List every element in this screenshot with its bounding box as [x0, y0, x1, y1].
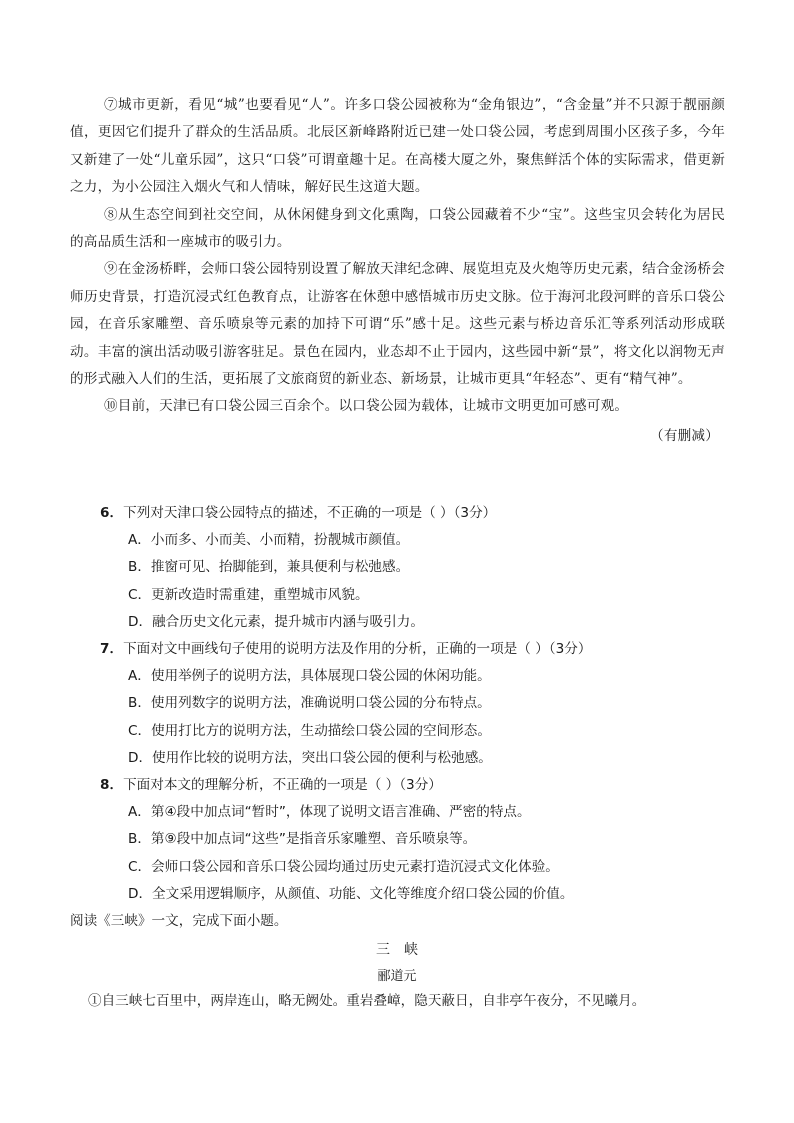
- question-7: [70, 636, 730, 772]
- classical-text: [88, 988, 728, 1015]
- question-number: 8．: [100, 777, 124, 794]
- question-number: 7．: [100, 641, 124, 658]
- option-b[interactable]: B．第⑨段中加点词“这些”是指音乐家雕塑、音乐喷泉等。: [128, 831, 477, 848]
- option-b[interactable]: B．推窗可见、抬脚能到，兼具便利与松弛感。: [128, 559, 410, 576]
- option-d[interactable]: D．使用作比较的说明方法，突出口袋公园的便利与松弛感。: [128, 749, 492, 766]
- classical-paragraph-1: ①自三峡七百里中，两岸连山，略无阙处。重岩叠嶂，隐天蔽日，自非亭午夜分，不见曦月。: [88, 993, 646, 1009]
- option-c[interactable]: C．更新改造时需重建，重塑城市风貌。: [128, 586, 369, 603]
- question-stem: 下面对本文的理解分析，不正确的一项是（ ）（3分）: [123, 777, 442, 794]
- option-b[interactable]: B．使用列数字的说明方法，准确说明口袋公园的分布特点。: [128, 695, 491, 712]
- classical-heading: [0, 936, 794, 990]
- option-a[interactable]: A．小而多、小而美、小而精，扮靓城市颜值。: [128, 532, 410, 549]
- reading-instruction: 阅读《三峡》一文，完成下面小题。: [70, 913, 288, 930]
- source-note: （有删减）: [650, 427, 719, 444]
- question-list: [70, 500, 730, 935]
- paragraph-7: ⑦城市更新，看见“城”也要看见“人”。许多口袋公园被称为“金角银边”，“含金量”并不只源于靓丽颜值，更因它们提升了群众的生活品质。北辰区新峰路附近已建一处口袋公园，考虑到周围小区孩子多，今年又新建了一处“儿童乐园”，这只“口袋”可谓童趣十足。在高楼大厦之外，聚焦鲜活个体的实际需求，借更新之力，为小公园注入烟火气和人情味，解好民生这道大题。: [70, 97, 725, 196]
- option-d[interactable]: D．全文采用逻辑顺序，从颜值、功能、文化等维度介绍口袋公园的价值。: [128, 885, 574, 902]
- passage-text: [70, 92, 725, 450]
- option-a[interactable]: A．第④段中加点词“暂时”，体现了说明文语言准确、严密的特点。: [128, 804, 531, 821]
- paragraph-10: ⑩目前，天津已有口袋公园三百余个。以口袋公园为载体，让城市文明更加可感可观。: [104, 398, 629, 415]
- option-c[interactable]: C．使用打比方的说明方法，生动描绘口袋公园的空间形态。: [128, 722, 491, 739]
- question-6: [70, 500, 730, 636]
- option-d[interactable]: D．融合历史文化元素，提升城市内涵与吸引力。: [128, 613, 424, 630]
- classical-author: 郦道元: [377, 969, 417, 984]
- classical-title: 三峡: [376, 942, 432, 958]
- question-stem: 下面对文中画线句子使用的说明方法及作用的分析，正确的一项是（ ）（3分）: [123, 641, 592, 658]
- option-a[interactable]: A．使用举例子的说明方法，具体展现口袋公园的休闲功能。: [128, 668, 491, 685]
- question-stem: 下列对天津口袋公园特点的描述，不正确的一项是（ ）（3分）: [123, 505, 497, 521]
- paragraph-8: ⑧从生态空间到社交空间，从休闲健身到文化熏陶，口袋公园藏着不少“宝”。这些宝贝会转化为居民的高品质生活和一座城市的吸引力。: [70, 206, 725, 251]
- option-c[interactable]: C．会师口袋公园和音乐口袋公园均通过历史元素打造沉浸式文化体验。: [128, 858, 559, 875]
- question-number: 6．: [100, 505, 124, 521]
- question-8: [70, 772, 730, 908]
- paragraph-9: ⑨在金汤桥畔，会师口袋公园特别设置了解放天津纪念碑、展览坦克及火炮等历史元素，结合金汤桥会师历史背景，打造沉浸式红色教育点，让游客在休憩中感悟城市历史文脉。位于海河北段河畔的音乐口袋公园，在音乐家雕塑、音乐喷泉等元素的加持下可谓“乐”感十足。这些元素与桥边音乐汇等系列活动形成联动。丰富的演出活动吸引游客驻足。景色在园内，业态却不止于园内，这些园中新“景”，将文化以润物无声的形式融入人们的生活，更拓展了文旅商贸的新业态、新场景，让城市更具“年轻态”、更有“精气神”。: [70, 261, 725, 388]
